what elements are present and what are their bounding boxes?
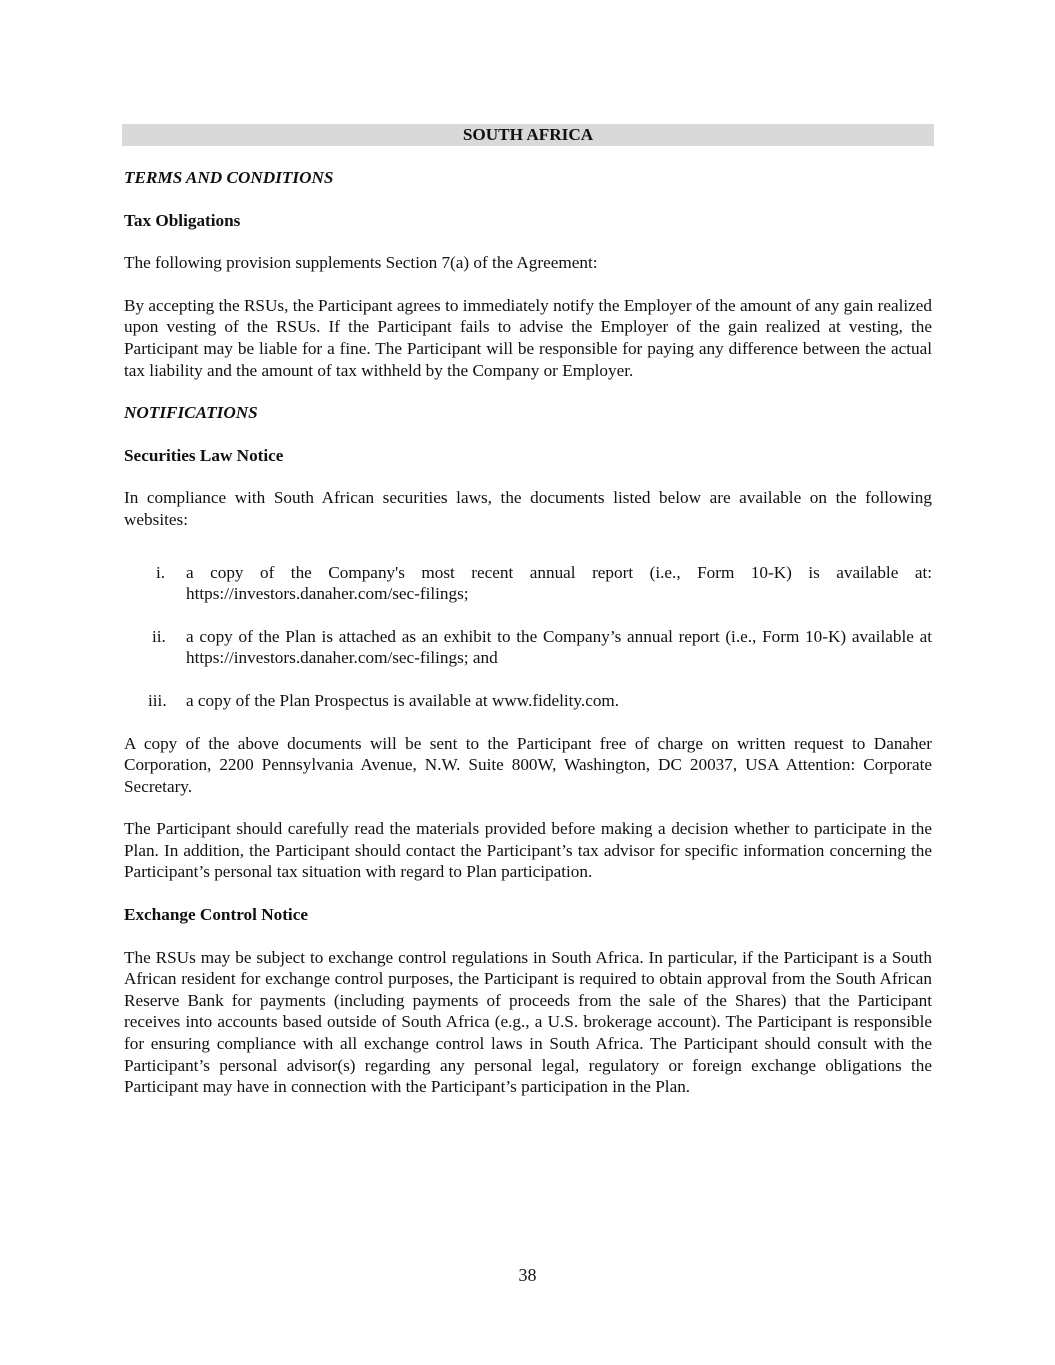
document-page bbox=[124, 124, 932, 1119]
read-materials-paragraph: The Participant should carefully read the materials provided before making a decision whether to participate in the Plan. In addition, the Participant should contact the Participant’s tax advisor for specific information concerning the Participant’s personal tax situation with regard to Plan participation. bbox=[124, 819, 932, 882]
securities-intro-paragraph: In compliance with South African securities laws, the documents listed below are available on the following websites: bbox=[124, 488, 932, 529]
list-item bbox=[124, 690, 932, 712]
list-item-text: a copy of the Company's most recent annual report (i.e., Form 10-K) is available at: https://investors.danaher.com/sec-filings; bbox=[186, 562, 932, 604]
exchange-control-paragraph: The RSUs may be subject to exchange control regulations in South Africa. In particular, if the Participant is a South African resident for exchange control purposes, the Participant is required to obtain approval from the South African Reserve Bank for payments (including payments of proceeds from the sale of the Shares) that the Participant receives into accounts based outside of South Africa (e.g., a U.S. brokerage account). The Participant is responsible for ensuring compliance with all exchange control laws in South Africa. The Participant should consult with the Participant’s personal advisor(s) regarding any personal legal, regulatory or foreign exchange obligations the Participant may have in connection with the Participant’s participation in the Plan. bbox=[124, 947, 932, 1097]
exchange-control-heading: Exchange Control Notice bbox=[124, 905, 308, 925]
documents-list bbox=[124, 552, 932, 712]
notifications-heading: NOTIFICATIONS bbox=[124, 403, 258, 423]
list-item-text: a copy of the Plan Prospectus is available at www.fidelity.com. bbox=[186, 690, 620, 710]
list-marker: iii. bbox=[148, 690, 167, 710]
list-marker: ii. bbox=[152, 626, 166, 646]
securities-law-heading: Securities Law Notice bbox=[124, 445, 284, 465]
terms-and-conditions-heading: TERMS AND CONDITIONS bbox=[124, 168, 334, 187]
copy-request-paragraph: A copy of the above documents will be sent to the Participant free of charge on written request to Danaher Corporation, 2200 Pennsylvania Avenue, N.W. Suite 800W, Washington, DC 20037, USA Attention: Corporate Secretary. bbox=[124, 733, 932, 796]
tax-body-paragraph: By accepting the RSUs, the Participant agrees to immediately notify the Employer of the amount of any gain realized upon vesting of the RSUs. If the Participant fails to advise the Employer of the gain realized at vesting, the Participant may be liable for a fine. The Participant will be responsible for paying any difference between the actual tax liability and the amount of tax withheld by the Company or Employer. bbox=[124, 295, 932, 380]
document-content bbox=[124, 124, 932, 1098]
list-item-text: a copy of the Plan is attached as an exhibit to the Company’s annual report (i.e., Form 10-K) available at https://investors.danaher.com/sec-filings; and bbox=[186, 626, 932, 668]
list-item bbox=[124, 626, 932, 669]
page-number: 38 bbox=[518, 1265, 537, 1285]
tax-intro-paragraph: The following provision supplements Section 7(a) of the Agreement: bbox=[124, 253, 598, 273]
list-item bbox=[124, 562, 932, 605]
tax-obligations-heading: Tax Obligations bbox=[124, 210, 241, 230]
section-banner: SOUTH AFRICA bbox=[122, 124, 934, 146]
list-marker: i. bbox=[156, 562, 166, 582]
